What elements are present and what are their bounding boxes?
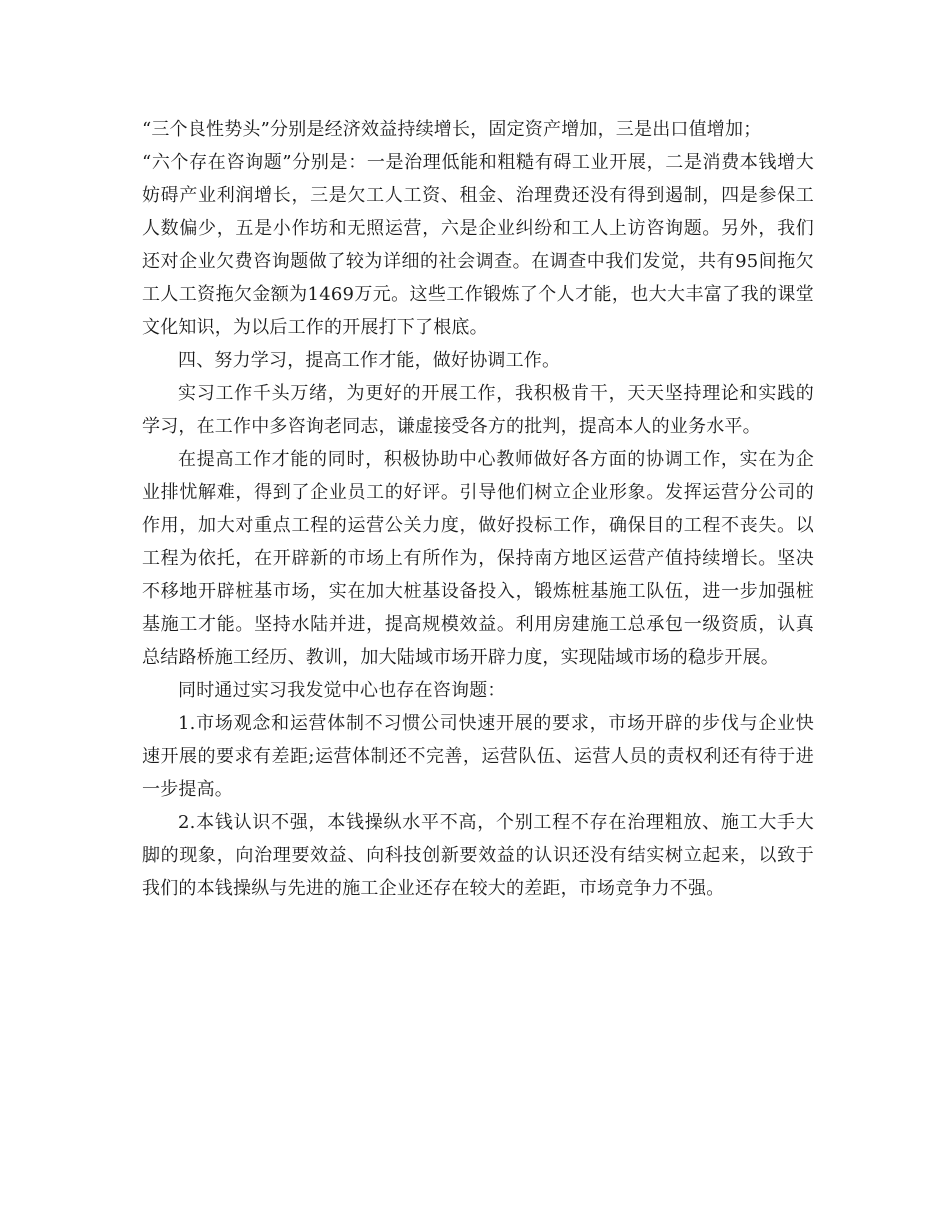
- paragraph-8-list-item-2: 2.本钱认识不强，本钱操纵水平不高，个别工程不存在治理粗放、施工大手大脚的现象，向治理要效益、向科技创新要效益的认识还没有结实树立起来，以致于我们的本钱操纵与先进的施工企业还存在较大的差距，市场竞争力不强。: [142, 812, 814, 899]
- document-body: [142, 113, 814, 905]
- paragraph-1: “三个良性势头”分别是经济效益持续增长，固定资产增加，三是出口值增加；: [142, 119, 762, 140]
- paragraph-4: 实习工作千头万绪，为更好的开展工作，我积极肯干，天天坚持理论和实践的学习，在工作中多咨询老同志，谦虚接受各方的批判，提高本人的业务水平。: [142, 383, 814, 437]
- paragraph-5: 在提高工作才能的同时，积极协助中心教师做好各方面的协调工作，实在为企业排忧解难，得到了企业员工的好评。引导他们树立企业形象。发挥运营分公司的作用，加大对重点工程的运营公关力度，做好投标工作，确保目的工程不丧失。以工程为依托，在开辟新的市场上有所作为，保持南方地区运营产值持续增长。坚决不移地开辟桩基市场，实在加大桩基设备投入，锻炼桩基施工队伍，进一步加强桩基施工才能。坚持水陆并进，提高规模效益。利用房建施工总承包一级资质，认真总结路桥施工经历、教训，加大陆域市场开辟力度，实现陆域市场的稳步开展。: [142, 449, 814, 668]
- paragraph-7-list-item-1: 1.市场观念和运营体制不习惯公司快速开展的要求，市场开辟的步伐与企业快速开展的要求有差距;运营体制还不完善，运营队伍、运营人员的责权利还有待于进一步提高。: [142, 713, 814, 800]
- paragraph-2: “六个存在咨询题”分别是：一是治理低能和粗糙有碍工业开展，二是消费本钱增大妨碍产业利润增长，三是欠工人工资、租金、治理费还没有得到遏制，四是参保工人数偏少，五是小作坊和无照运营，六是企业纠纷和工人上访咨询题。另外，我们还对企业欠费咨询题做了较为详细的社会调查。在调查中我们发觉，共有95间拖欠工人工资拖欠金额为1469万元。这些工作锻炼了个人才能，也大大丰富了我的课堂文化知识，为以后工作的开展打下了根底。: [142, 152, 814, 338]
- paragraph-3-section-heading: 四、努力学习，提高工作才能，做好协调工作。: [178, 350, 561, 371]
- paragraph-6: 同时通过实习我发觉中心也存在咨询题：: [178, 680, 506, 701]
